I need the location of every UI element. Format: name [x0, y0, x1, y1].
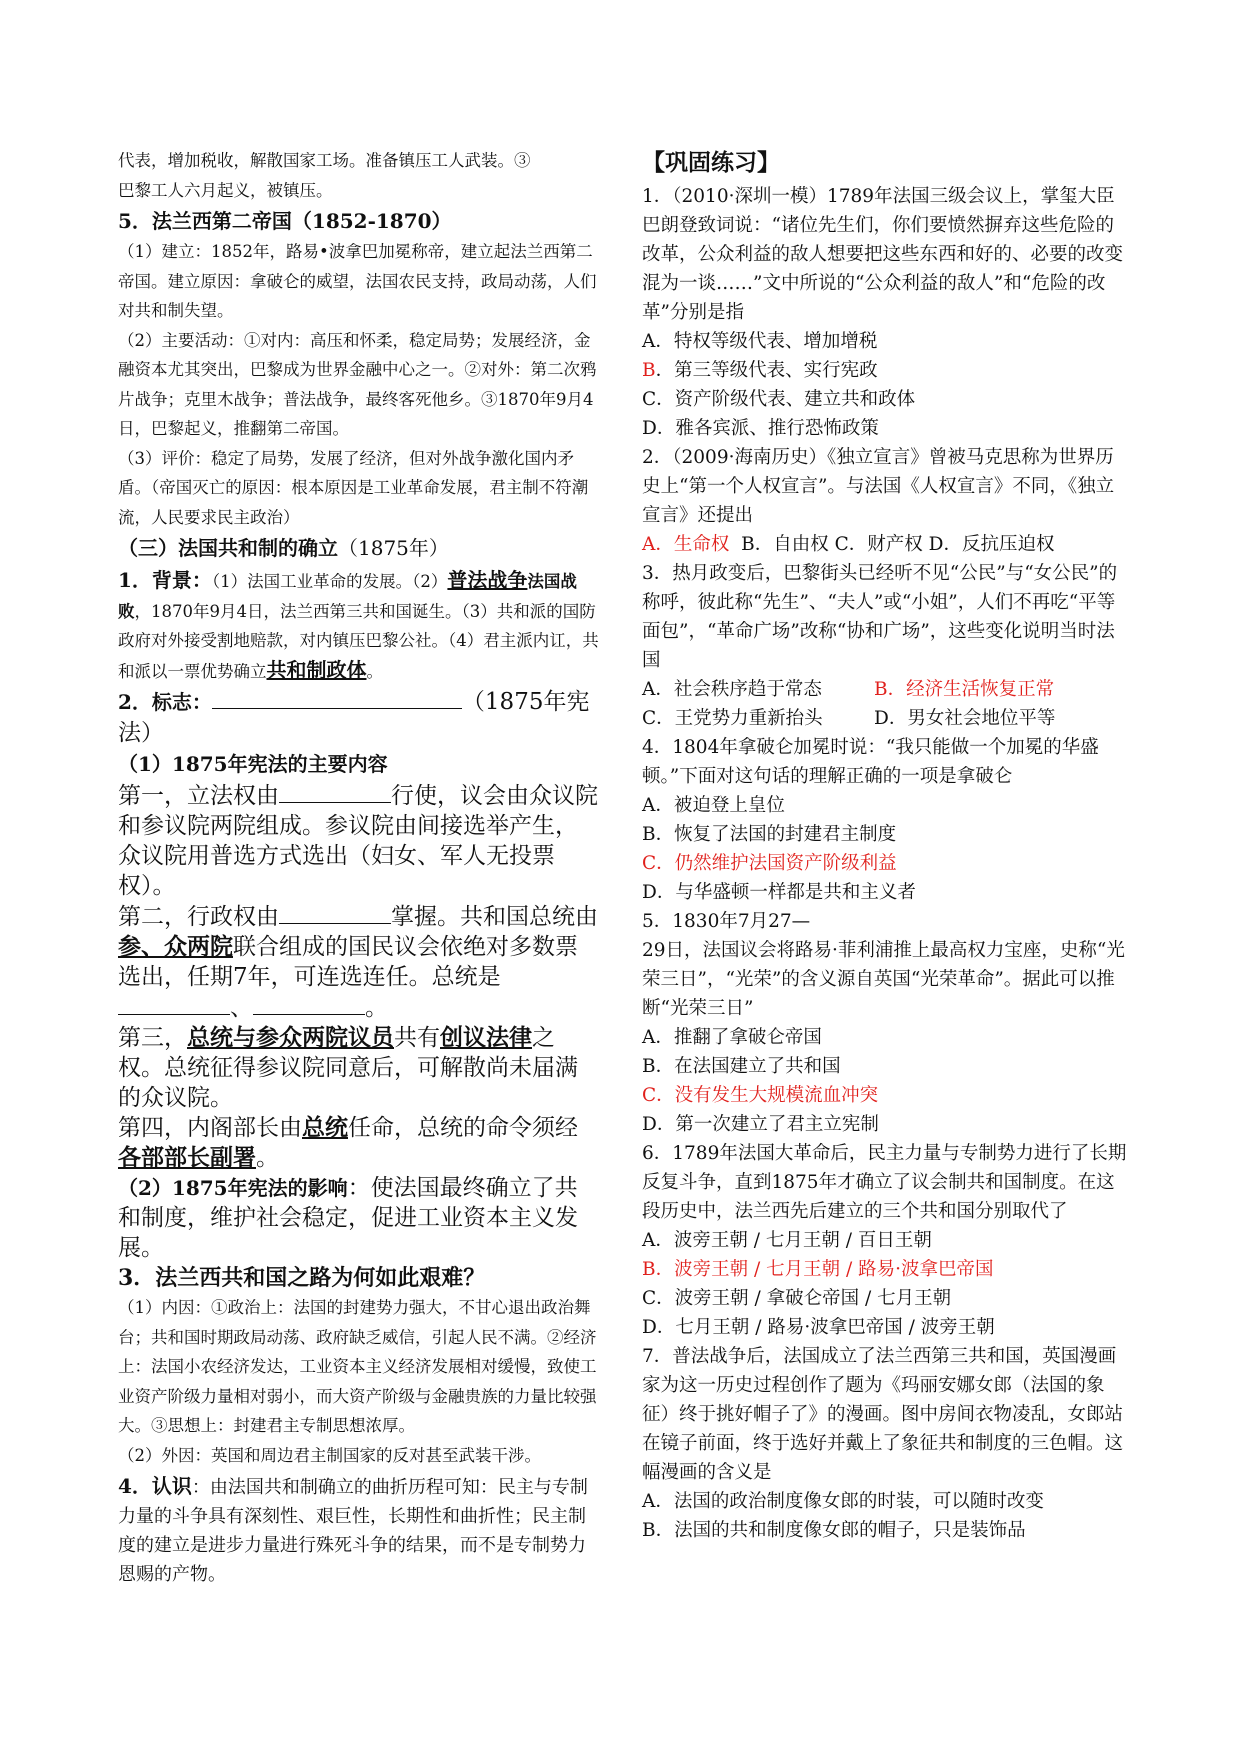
section-3-heading [118, 532, 600, 564]
internal-causes: （1）内因：①政治上：法国的封建势力强大，不甘心退出政治舞台；共和国时期政局动荡、政府缺乏威信，引起人民不满。②经济上：法国小农经济发达，工业资本主义经济发展相对缓慢，致使工业资产阶级力量相对弱小，而大资产阶级与金融贵族的力量比较强大。③思想上：封建君主专制思想浓厚。 [118, 1298, 597, 1435]
q1-option-b-text: ．第三等级代表、实行宪政 [655, 360, 878, 381]
ministers-countersign: 各部部长副署 [118, 1144, 256, 1171]
constitution-point-4 [118, 1113, 600, 1173]
constitution-point-3 [118, 1023, 600, 1113]
executive-blank[interactable] [279, 901, 391, 924]
understanding-text: ：由法国共和制确立的曲折历程可知：民主与专制力量的斗争具有深刻性、艰巨性，长期性和曲折性；民主制度的建立是进步力量进行殊死斗争的结果，而不是专制势力恩赐的产物。 [118, 1477, 588, 1585]
background-text-1: （1）法国工业革命的发展。（2） [211, 572, 448, 591]
initiate-law: 创议法律 [440, 1024, 532, 1051]
president-appoints: 总统 [302, 1114, 348, 1141]
question-2: 2．（2009·海南历史）《独立宣言》曾被马克思称为世界历史上“第一个人权宣言”。与法国《人权宣言》不同，《独立宣言》还提出 [642, 447, 1115, 526]
q3-option-b: B．经济生活恢复正常 [874, 679, 1055, 700]
question-6: 6．1789年法国大革命后，民主力量与专制势力进行了长期反复斗争，直到1875年才确立了议会制共和国制度。在这段历史中，法兰西先后建立的三个共和国分别取代了 [642, 1143, 1127, 1222]
why-difficult-title: 3．法兰西共和国之路为何如此艰难？ [118, 1265, 486, 1291]
understanding-paragraph [118, 1470, 600, 1589]
point-2-d: 、 [230, 995, 253, 1021]
question-3: 3．热月政变后，巴黎街头已经听不见“公民”与“女公民”的称呼，彼此称“先生”、“夫人”或“小姐”，人们不再吃“平等面包”，“革命广场”改称“协和广场”，这些变化说明当时法国 [642, 563, 1118, 671]
q5-option-c: C．没有发生大规模流血冲突 [642, 1085, 879, 1106]
q3-option-a: A．社会秩序趋于常态 [642, 679, 822, 700]
background-label: 1．背景： [118, 568, 212, 592]
sign-paragraph [118, 686, 600, 748]
question-5: 29日，法国议会将路易·菲利浦推上最高权力宝座，史称“光荣三日”，“光荣”的含义源自英国“光荣革命”。据此可以推断“光荣三日” [642, 940, 1125, 1019]
q1-option-a: A．特权等级代表、增加增税 [642, 331, 878, 352]
point-4-c: 。 [256, 1145, 279, 1171]
point-3-b: 共有 [394, 1025, 440, 1051]
q4-option-b: B．恢复了法国的封建君主制度 [642, 824, 897, 845]
q2-options-rest: B．自由权 C．财产权 D．反抗压迫权 [741, 534, 1055, 555]
point-2-a: 第二，行政权由 [118, 904, 279, 930]
q5-option-b: B．在法国建立了共和国 [642, 1056, 841, 1077]
section-3-title: （三）法国共和制的确立 [118, 536, 338, 560]
point-2-e: 。 [365, 995, 388, 1021]
constitution-impact [118, 1173, 600, 1263]
exercise-title: 【巩固练习】 [642, 149, 780, 176]
section-5-evaluation: （3）评价：稳定了局势，发展了经济，但对外战争激化国内矛盾。（帝国灭亡的原因：根本原因是工业革命发展，君主制不符潮流，人民要求民主政治） [118, 448, 589, 527]
q6-option-a: A．波旁王朝 / 七月王朝 / 百日王朝 [642, 1230, 932, 1251]
point-3-a: 第三， [118, 1025, 187, 1051]
sign-after: （1875年宪法） [118, 689, 590, 746]
constitution-content-title: （1）1875年宪法的主要内容 [118, 752, 388, 776]
background-text-2: ，1870年9月4日，法兰西第三共和国诞生。（3）共和派的国防政府对外接受割地赔款，对内镇压巴黎公社。（4）君主派内讧，共和派以一票优势确立 [118, 601, 599, 681]
impact-text: ：使法国最终确立了共和制度，维护社会稳定，促进工业资本主义发展。 [118, 1175, 578, 1261]
q4-option-c: C．仍然维护法国资产阶级利益 [642, 853, 897, 874]
question-7: 7．普法战争后，法国成立了法兰西第三共和国，英国漫画家为这一历史过程创作了题为《玛丽安娜女郎（法国的象征）终于挑好帽子了》的漫画。图中房间衣物凌乱，女郎站在镜子前面，终于选好并戴上了象征共和制度的三色帽。这幅漫画的含义是 [642, 1346, 1124, 1483]
section-5-establish: （1）建立：1852年，路易•波拿巴加冕称帝，建立起法兰西第二帝国。建立原因：拿破仑的威望，法国农民支持，政局动荡，人们对共和制失望。 [118, 242, 597, 320]
intro-line-1: 代表，增加税收，解散国家工场。准备镇压工人武装。③ [118, 151, 531, 170]
section-3-year: （1875年） [338, 536, 449, 560]
constitution-point-2 [118, 901, 600, 1023]
q6-option-c: C．波旁王朝 / 拿破仑帝国 / 七月王朝 [642, 1288, 952, 1309]
q4-option-d: D．与华盛顿一样都是共和主义者 [642, 882, 916, 903]
right-column [642, 146, 1128, 1545]
sign-blank[interactable] [212, 686, 462, 709]
q3-option-d: D．男女社会地位平等 [874, 708, 1056, 729]
both-houses: 参、众两院 [118, 933, 233, 960]
q3-options-cd [642, 704, 1128, 733]
president-blank-2[interactable] [253, 992, 365, 1015]
president-blank-1[interactable] [118, 992, 230, 1015]
q5-option-a: A．推翻了拿破仑帝国 [642, 1027, 822, 1048]
intro-line-2: 巴黎工人六月起义，被镇压。 [118, 180, 333, 200]
franco-prussian-war: 普法战争 [447, 568, 528, 592]
constitution-point-1 [118, 780, 600, 901]
q1-option-b [642, 356, 1128, 385]
point-4-a: 第四，内阁部长由 [118, 1115, 302, 1141]
q7-option-b: B．法国的共和制度像女郎的帽子，只是装饰品 [642, 1520, 1026, 1541]
q5-option-d: D．第一次建立了君主立宪制 [642, 1114, 879, 1135]
question-1: 1．（2010·深圳一模）1789年法国三级会议上，掌玺大臣巴朗登致词说：“诸位先生们，你们要愤然摒弃这些危险的改革，公众利益的敌人想要把这些东西和好的、必要的改变混为一谈……”文中所说的“公众利益的敌人”和“危险的改革”分别是指 [642, 186, 1124, 323]
point-3-c: 之权。总统征得参议院同意后，可解散尚未届满的众议院。 [118, 1025, 578, 1111]
president-and-members: 总统与参众两院议员 [187, 1024, 394, 1051]
republic-regime: 共和制政体 [266, 657, 367, 682]
q4-option-a: A．被迫登上皇位 [642, 795, 785, 816]
background-paragraph [118, 564, 600, 686]
section-5-title: 5．法兰西第二帝国（1852-1870） [118, 209, 452, 233]
left-column [118, 146, 600, 1589]
point-1-b: 行使，议会由众议院和参议院两院组成。参议院由间接选举产生，众议院用普选方式选出（妇女、军人无投票权）。 [118, 783, 598, 899]
q1-answer-mark: B [642, 360, 656, 381]
q6-option-d: D．七月王朝 / 路易·波拿巴帝国 / 波旁王朝 [642, 1317, 995, 1338]
point-2-c: 联合组成的国民议会依绝对多数票选出，任期7年，可连选连任。总统是 [118, 934, 578, 990]
point-2-b: 掌握。共和国总统由 [391, 904, 598, 930]
q3-option-c: C．王党势力重新抬头 [642, 708, 823, 729]
q7-option-a: A．法国的政治制度像女郎的时装，可以随时改变 [642, 1491, 1044, 1512]
q1-option-c: C．资产阶级代表、建立共和政体 [642, 389, 916, 410]
external-causes: （2）外因：英国和周边君主制国家的反对甚至武装干涉。 [118, 1445, 541, 1465]
legislative-blank[interactable] [279, 780, 391, 803]
impact-title: （2）1875年宪法的影响 [118, 1176, 348, 1200]
point-1-a: 第一，立法权由 [118, 783, 279, 809]
section-5-activities: （2）主要活动：①对内：高压和怀柔，稳定局势；发展经济，金融资本尤其突出，巴黎成为世界金融中心之一。②对外：第二次鸦片战争；克里木战争；普法战争，最终客死他乡。③1870年9月4日，巴黎起义，推翻第二帝国。 [118, 330, 597, 438]
q3-options-ab [642, 675, 1128, 704]
understanding-label: 4．认识 [118, 1474, 192, 1498]
q6-option-b: B．波旁王朝 / 七月王朝 / 路易·波拿巴帝国 [642, 1259, 994, 1280]
point-4-b: 任命，总统的命令须经 [348, 1115, 578, 1141]
q1-option-d: D．雅各宾派、推行恐怖政策 [642, 418, 879, 439]
france-defeated: 法国战败 [118, 572, 577, 621]
question-5-line-1: 5．1830年7月27— [642, 911, 811, 932]
q2-options [642, 530, 1128, 559]
background-text-3: 。 [366, 661, 383, 681]
q2-option-a: A．生命权 [642, 534, 730, 555]
question-4: 4．1804年拿破仑加冕时说：“我只能做一个加冕的华盛顿。”下面对这句话的理解正确的一项是拿破仑 [642, 737, 1099, 787]
sign-label: 2．标志： [118, 690, 212, 714]
